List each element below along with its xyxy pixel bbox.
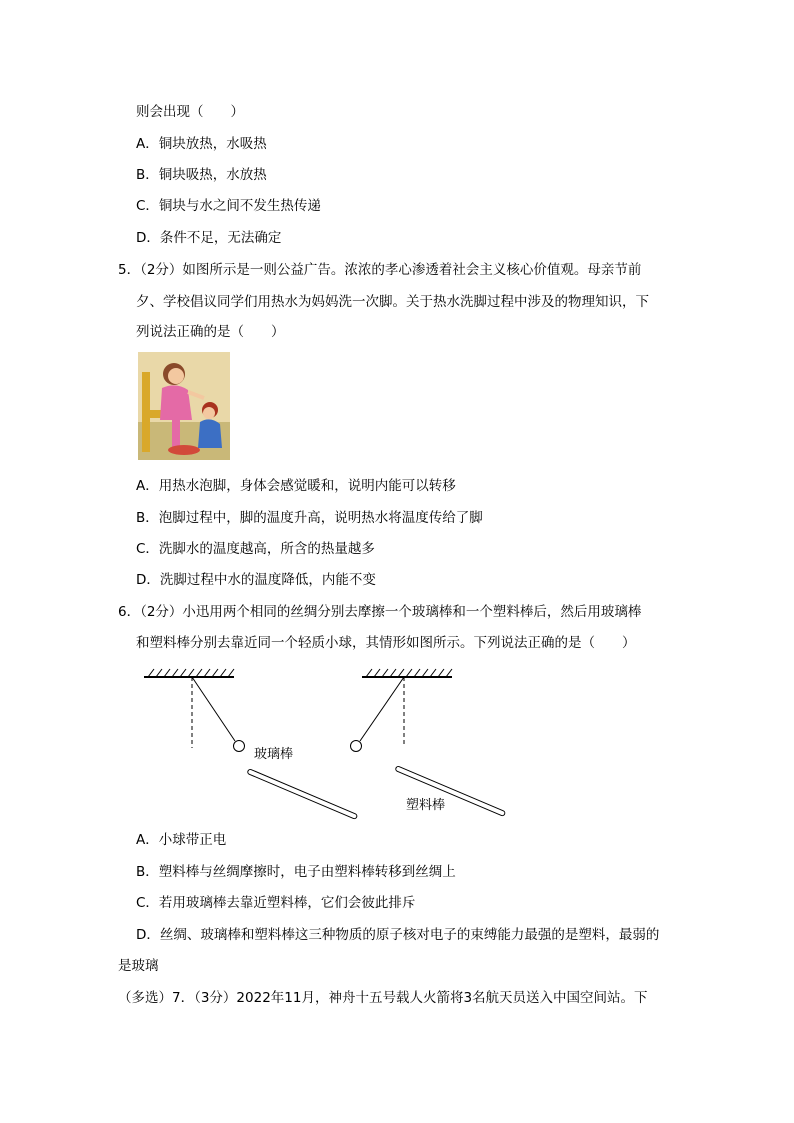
q6-stem-line-2: 和塑料棒分别去靠近同一个轻质小球，其情形如图所示。下列说法正确的是（ ） bbox=[136, 635, 636, 651]
glass-rod bbox=[247, 769, 358, 820]
q4-option-c: C．铜块与水之间不发生热传递 bbox=[136, 198, 321, 214]
q6-option-a: A．小球带正电 bbox=[136, 832, 227, 848]
q5-option-b: B．泡脚过程中，脚的温度升高，说明热水将温度传给了脚 bbox=[136, 510, 483, 526]
q6-charged-ball-diagram bbox=[130, 660, 530, 820]
q7-stem-start: （多选）7．（3分）2022年11月，神舟十五号载人火箭将3名航天员送入中国空间站。下 bbox=[118, 990, 648, 1006]
right-ceiling-hatch bbox=[366, 669, 452, 677]
glass-rod-label: 玻璃棒 bbox=[254, 747, 294, 762]
q5-mother-child-picture bbox=[138, 352, 230, 460]
q5-option-a: A．用热水泡脚，身体会感觉暖和，说明内能可以转移 bbox=[136, 478, 456, 494]
left-ball bbox=[234, 741, 245, 752]
q4-option-a: A．铜块放热，水吸热 bbox=[136, 136, 267, 152]
q5-option-c: C．洗脚水的温度越高，所含的热量越多 bbox=[136, 541, 375, 557]
q4-option-b: B．铜块吸热，水放热 bbox=[136, 167, 267, 183]
q6-option-d: D．丝绸、玻璃棒和塑料棒这三种物质的原子核对电子的束缚能力最强的是塑料，最弱的 bbox=[136, 927, 660, 943]
q6-option-d-continued: 是玻璃 bbox=[118, 958, 159, 974]
right-thread bbox=[360, 677, 404, 741]
left-thread bbox=[192, 677, 235, 741]
q4-stem-tail: 则会出现（ ） bbox=[136, 104, 244, 120]
left-ceiling-hatch bbox=[148, 669, 234, 677]
q6-stem-line-1: 6．（2分）小迅用两个相同的丝绸分别去摩擦一个玻璃棒和一个塑料棒后，然后用玻璃棒 bbox=[118, 604, 642, 620]
q6-option-c: C．若用玻璃棒去靠近塑料棒，它们会彼此排斥 bbox=[136, 895, 416, 911]
q6-option-b: B．塑料棒与丝绸摩擦时，电子由塑料棒转移到丝绸上 bbox=[136, 864, 456, 880]
q5-stem-line-3: 列说法正确的是（ ） bbox=[136, 324, 285, 340]
q4-option-d: D．条件不足，无法确定 bbox=[136, 230, 282, 246]
q5-option-d: D．洗脚过程中水的温度降低，内能不变 bbox=[136, 572, 376, 588]
q5-stem-line-2: 夕、学校倡议同学们用热水为妈妈洗一次脚。关于热水洗脚过程中涉及的物理知识，下 bbox=[136, 294, 649, 310]
right-ball bbox=[351, 741, 362, 752]
q5-stem-line-1: 5．（2分）如图所示是一则公益广告。浓浓的孝心渗透着社会主义核心价值观。母亲节前 bbox=[118, 262, 642, 278]
plastic-rod-label: 塑料棒 bbox=[406, 798, 446, 813]
